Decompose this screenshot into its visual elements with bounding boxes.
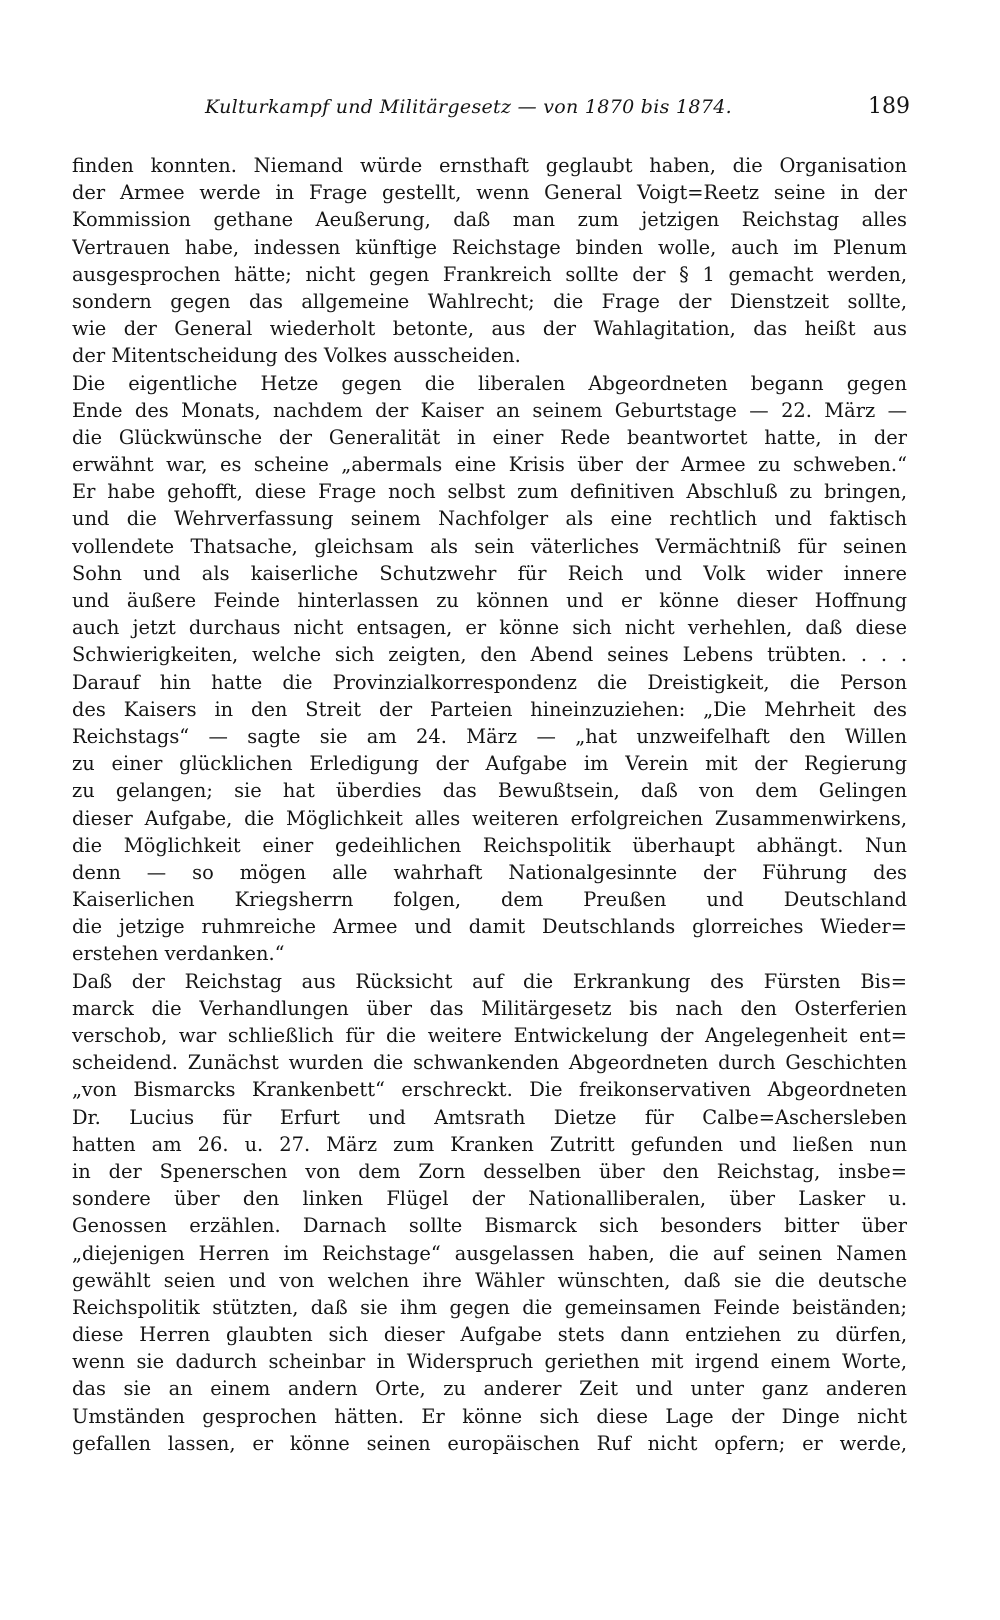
- text-line: „diejenigen Herren im Reichstage“ ausgelassen haben, die auf seinen Namen: [72, 1241, 907, 1265]
- text-line: Umständen gesprochen hätten. Er könne sich diese Lage der Dinge nicht: [72, 1404, 907, 1428]
- body-text: [72, 152, 907, 1457]
- text-line: des Kaisers in den Streit der Parteien hineinzuziehen: „Die Mehrheit des: [72, 697, 907, 721]
- text-line: Genossen erzählen. Darnach sollte Bismarck sich besonders bitter über: [72, 1214, 907, 1238]
- text-line: dieser Aufgabe, die Möglichkeit alles weiteren erfolgreichen Zusammenwirkens,: [72, 806, 907, 830]
- text-line: Die eigentliche Hetze gegen die liberalen Abgeordneten begann gegen: [72, 371, 907, 395]
- text-line: verschob, war schließlich für die weitere Entwickelung der Angelegenheit ent=: [72, 1024, 907, 1047]
- text-line: vollendete Thatsache, gleichsam als sein väterliches Vermächtniß für seinen: [72, 534, 907, 558]
- text-line: Kaiserlichen Kriegsherrn folgen, dem Preußen und Deutschland: [72, 888, 907, 912]
- text-line: in der Spenerschen von dem Zorn desselben über den Reichstag, insbe=: [72, 1159, 907, 1183]
- text-line: die jetzige ruhmreiche Armee und damit Deutschlands glorreiches Wieder=: [72, 915, 907, 939]
- text-line: der Armee werde in Frage gestellt, wenn General Voigt=Reetz seine in der: [72, 181, 907, 205]
- text-line: wenn sie dadurch scheinbar in Widerspruch geriethen mit irgend einem Worte,: [72, 1350, 907, 1374]
- text-line: Dr. Lucius für Erfurt und Amtsrath Dietze für Calbe=Aschersleben: [72, 1105, 907, 1129]
- text-line: und die Wehrverfassung seinem Nachfolger als eine rechtlich und faktisch: [72, 507, 907, 531]
- text-line: diese Herren glaubten sich dieser Aufgabe stets dann entziehen zu dürfen,: [72, 1323, 907, 1347]
- text-line: Er habe gehofft, diese Frage noch selbst zum definitiven Abschluß zu bringen,: [72, 480, 907, 504]
- text-line: marck die Verhandlungen über das Militärgesetz bis nach den Osterferien: [72, 996, 907, 1020]
- text-line: sondern gegen das allgemeine Wahlrecht; die Frage der Dienstzeit sollte,: [72, 289, 907, 313]
- text-line: hatten am 26. u. 27. März zum Kranken Zutritt gefunden und ließen nun: [72, 1132, 907, 1156]
- text-line: gefallen lassen, er könne seinen europäischen Ruf nicht opfern; er werde,: [72, 1431, 907, 1455]
- text-line: erwähnt war, es scheine „abermals eine Krisis über der Armee zu schweben.“: [72, 453, 907, 477]
- text-line: Darauf hin hatte die Provinzialkorrespondenz die Dreistigkeit, die Person: [72, 670, 907, 694]
- text-line: der Mitentscheidung des Volkes ausscheiden.: [72, 344, 521, 368]
- text-line: Daß der Reichstag aus Rücksicht auf die Erkrankung des Fürsten Bis=: [72, 969, 907, 993]
- text-line: wie der General wiederholt betonte, aus der Wahlagitation, das heißt aus: [72, 317, 907, 341]
- text-line: Ende des Monats, nachdem der Kaiser an seinem Geburtstage — 22. März —: [72, 398, 907, 422]
- text-line: Reichspolitik stützten, daß sie ihm gegen die gemeinsamen Feinde beiständen;: [72, 1295, 907, 1319]
- running-header: [205, 96, 910, 126]
- text-line: die Glückwünsche der Generalität in einer Rede beantwortet hatte, in der: [72, 425, 907, 449]
- text-line: Reichstags“ — sagte sie am 24. März — „hat unzweifelhaft den Willen: [72, 724, 907, 748]
- text-line: zu gelangen; sie hat überdies das Bewußtsein, daß von dem Gelingen: [72, 779, 907, 803]
- text-line: Schwierigkeiten, welche sich zeigten, den Abend seines Lebens trübten. . . .: [72, 643, 907, 667]
- text-line: sondere über den linken Flügel der Nationalliberalen, über Lasker u.: [72, 1187, 907, 1211]
- text-line: ausgesprochen hätte; nicht gegen Frankreich sollte der § 1 gemacht werden,: [72, 262, 907, 286]
- text-line: Kommission gethane Aeußerung, daß man zum jetzigen Reichstag alles: [72, 208, 907, 232]
- text-line: gewählt seien und von welchen ihre Wähler wünschten, daß sie die deutsche: [72, 1268, 907, 1292]
- text-line: zu einer glücklichen Erledigung der Aufgabe im Verein mit der Regierung: [72, 752, 907, 776]
- text-line: scheidend. Zunächst wurden die schwankenden Abgeordneten durch Geschichten: [72, 1051, 907, 1075]
- page-number: 189: [868, 94, 910, 119]
- text-line: Sohn und als kaiserliche Schutzwehr für Reich und Volk wider innere: [72, 561, 907, 585]
- text-line: finden konnten. Niemand würde ernsthaft geglaubt haben, die Organisation: [72, 154, 907, 177]
- text-line: die Möglichkeit einer gedeihlichen Reichspolitik überhaupt abhängt. Nun: [72, 833, 907, 857]
- text-line: erstehen verdanken.“: [72, 942, 285, 966]
- text-line: auch jetzt durchaus nicht entsagen, er könne sich nicht verhehlen, daß diese: [72, 616, 907, 640]
- text-line: das sie an einem andern Orte, zu anderer Zeit und unter ganz anderen: [72, 1377, 907, 1401]
- text-line: Vertrauen habe, indessen künftige Reichstage binden wolle, auch im Plenum: [72, 235, 907, 259]
- text-line: denn — so mögen alle wahrhaft Nationalgesinnte der Führung des: [72, 860, 907, 884]
- text-line: „von Bismarcks Krankenbett“ erschreckt. Die freikonservativen Abgeordneten: [72, 1078, 907, 1102]
- text-line: und äußere Feinde hinterlassen zu können und er könne dieser Hoffnung: [72, 589, 907, 612]
- running-title: Kulturkampf und Militärgesetz — von 1870 bis 1874.: [205, 96, 732, 118]
